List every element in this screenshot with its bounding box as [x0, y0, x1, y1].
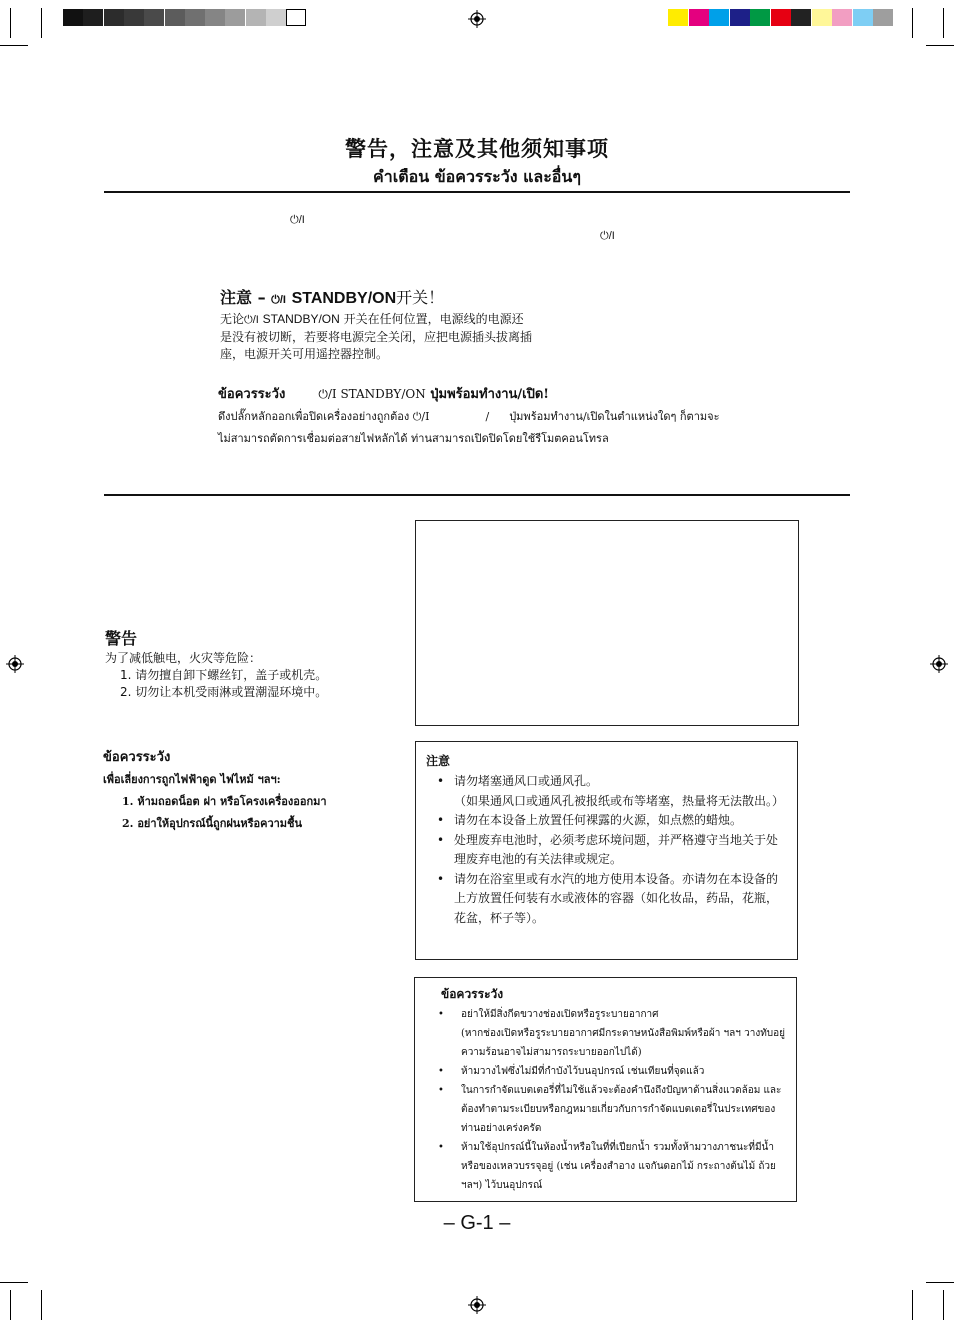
color-swatch: [689, 9, 709, 26]
standby-symbol-icon: ⏻/I: [244, 314, 259, 326]
notice-box-th-item: [427, 1005, 786, 1062]
warning-cn-item: 2. 切勿让本机受雨淋或置潮湿环境中。: [120, 685, 328, 699]
warning-cn-list: [105, 667, 405, 701]
warning-cn-heading: 警告: [105, 629, 138, 648]
caution-th-line-1-b: ปุ่มพร้อมทำงาน/เปิดในตำแหน่งใดๆ ก็ตามจะ: [509, 410, 720, 423]
blank-box: [415, 520, 799, 726]
registration-mark-icon: [930, 655, 948, 673]
notice-box-cn-item: [426, 772, 785, 811]
warning-cn-item: 1. 请勿擅自卸下螺丝钉，盖子或机壳。: [120, 668, 328, 682]
caution-th-line-1-slash: /: [485, 410, 490, 423]
color-swatch: [730, 9, 750, 26]
caution-cn-heading-label: STANDBY/ON: [291, 290, 397, 307]
notice-box-th-item: • ห้ามใช้อุปกรณ์นี้ในห้องน้ำหรือในที่ที่เปียกน้ำ รวมทั้งห้ามวางภาชนะที่มีน้ำหรือของเหลวบรรจุอยู่ (เช่น เครื่องสำอาง แจกันดอกไม้ กระถางต้นไม้ ถ้วย ฯลฯ) ไว้บนอุปกรณ์: [427, 1138, 786, 1195]
notice-box-cn-item: • 请勿在本设备上放置任何裸露的火源，如点燃的蜡烛。: [426, 811, 785, 831]
grayscale-swatch: [104, 9, 124, 26]
color-swatch: [750, 9, 770, 26]
notice-box-cn-item: • 请勿在浴室里或有水汽的地方使用本设备。亦请勿在本设备的上方放置任何装有水或液体的容器（如化妆品，药品，花瓶，花盆，杯子等）。: [426, 870, 785, 929]
caution-cn-line-1-suffix: 开关在任何位置，电源线的电源还: [343, 312, 524, 326]
warning-th-section: [103, 746, 403, 835]
notice-box-th-item: • ห้ามวางไฟซึ่งไม่มีที่กำบังไว้บนอุปกรณ์ เช่นเทียนที่จุดแล้ว: [427, 1062, 786, 1081]
grayscale-swatch: [124, 9, 144, 26]
color-swatch: [791, 9, 811, 26]
warning-th-list: [103, 791, 403, 835]
notice-box-cn-list: [426, 772, 785, 928]
notice-box-cn-note: （如果通风口或通风孔被报纸或布等堵塞，热量将无法散出。）: [454, 793, 785, 808]
caution-cn-line-2: 是没有被切断，若要将电源完全关闭，应把电源插头拔离插: [220, 330, 533, 344]
notice-box-cn: [415, 741, 798, 960]
caution-th-heading-symbol: ⏻/I STANDBY/ON: [318, 387, 426, 401]
notice-box-th-item: • ในการกำจัดแบตเตอรี่ที่ไม่ใช้แล้วจะต้องคำนึงถึงปัญหาด้านสิ่งแวดล้อม และต้องทำตามระเบียบหรือกฎหมายเกี่ยวกับการกำจัดแบตเตอรี่ในประเทศของท่านอย่างเคร่งครัด: [427, 1081, 786, 1138]
standby-symbol-icon: ⏻/I: [412, 410, 430, 423]
page-title-chinese: 警告，注意及其他须知事项: [345, 137, 609, 161]
standby-symbol-icon: ⏻/I: [290, 214, 305, 226]
grayscale-swatch: [144, 9, 164, 26]
registration-mark-icon: [468, 1296, 486, 1314]
caution-cn-line-3: 座，电源开关可用遥控器控制。: [220, 347, 389, 361]
grayscale-swatch: [205, 9, 225, 26]
grayscale-swatch: [185, 9, 205, 26]
color-swatch: [873, 9, 893, 26]
caution-cn-heading-suffix: 开关！: [396, 288, 445, 307]
registration-mark-icon: [6, 655, 24, 673]
caution-cn-heading: [220, 285, 600, 308]
grayscale-swatch: [286, 9, 306, 26]
color-swatch: [771, 9, 791, 26]
color-swatch: [812, 9, 832, 26]
caution-cn-section: [220, 285, 600, 363]
caution-th-section: [218, 383, 798, 450]
caution-th-body: [218, 406, 798, 450]
caution-th-heading-suffix: ปุ่มพร้อมทำงาน/เปิด!: [430, 387, 549, 402]
caution-cn-heading-prefix: 注意 –: [220, 288, 266, 307]
caution-th-line-1: [218, 406, 798, 428]
caution-th-line-1-a: ดึงปลั๊กหลักออกเพื่อปิดเครื่องอย่างถูกต้อง: [218, 410, 410, 423]
color-swatch: [668, 9, 688, 26]
caution-cn-line-1: [220, 311, 600, 329]
registration-mark-icon: [468, 10, 486, 28]
warning-cn-intro: 为了减低触电，火灾等危险：: [105, 651, 262, 665]
notice-box-cn-item: • 处理废弃电池时，必须考虑环境问题，并严格遵守当地关于处理废弃电池的有关法律或规定。: [426, 831, 785, 870]
grayscale-swatch: [225, 9, 245, 26]
warning-th-item: 1. ห้ามถอดน็อต ฝา หรือโครงเครื่องออกมา: [122, 795, 327, 808]
warning-cn-section: [105, 626, 405, 701]
color-swatch: [832, 9, 852, 26]
section-divider: [104, 494, 850, 496]
notice-box-cn-heading: 注意: [426, 754, 451, 768]
notice-box-th-note: (หากช่องเปิดหรือรูระบายอากาศมีกระดาษหนังสือพิมพ์หรือผ้า ฯลฯ วางทับอยู่ ความร้อนอาจไม่สามารถระบายออกไปได้): [461, 1028, 786, 1058]
grayscale-swatch: [266, 9, 286, 26]
page-number: – G-1 –: [443, 1212, 511, 1234]
title-divider: [104, 191, 850, 193]
color-swatch: [853, 9, 873, 26]
standby-symbol-icon: ⏻/I: [600, 230, 615, 242]
grayscale-swatch: [165, 9, 185, 26]
grayscale-swatch: [83, 9, 103, 26]
caution-cn-line-1-prefix: 无论: [220, 312, 245, 326]
standby-symbol-icon: ⏻/I: [271, 294, 286, 306]
caution-th-heading-prefix: ข้อควรระวัง: [218, 387, 286, 402]
caution-th-heading: [218, 383, 798, 404]
notice-box-th-item-text: อย่าให้มีสิ่งกีดขวางช่องเปิดหรือรูระบายอากาศ: [461, 1009, 659, 1020]
notice-box-th-list: [427, 1005, 786, 1195]
color-swatch: [709, 9, 729, 26]
page-title-thai: คำเตือน ข้อควรระวัง และอื่นๆ: [373, 167, 581, 186]
caution-cn-body: [220, 311, 600, 363]
caution-th-line-2: ไม่สามารถตัดการเชื่อมต่อสายไฟหลักได้ ท่านสามารถเปิดปิดโดยใช้รีโมตคอนโทรล: [218, 432, 609, 445]
grayscale-swatch: [63, 9, 83, 26]
notice-box-th: [414, 977, 797, 1202]
notice-box-th-heading: ข้อควรระวัง: [441, 987, 504, 1001]
warning-th-intro: เพื่อเลี่ยงการถูกไฟฟ้าดูด ไฟไหม้ ฯลฯ:: [103, 773, 281, 786]
warning-th-item: 2. อย่าให้อุปกรณ์นี้ถูกฝนหรือความชื้น: [122, 817, 303, 830]
caution-cn-line-1-label: STANDBY/ON: [262, 312, 340, 326]
notice-box-cn-item-text: 请勿堵塞通风口或通风孔。: [454, 774, 599, 788]
warning-th-heading: ข้อควรระวัง: [103, 750, 171, 765]
grayscale-swatch: [246, 9, 266, 26]
